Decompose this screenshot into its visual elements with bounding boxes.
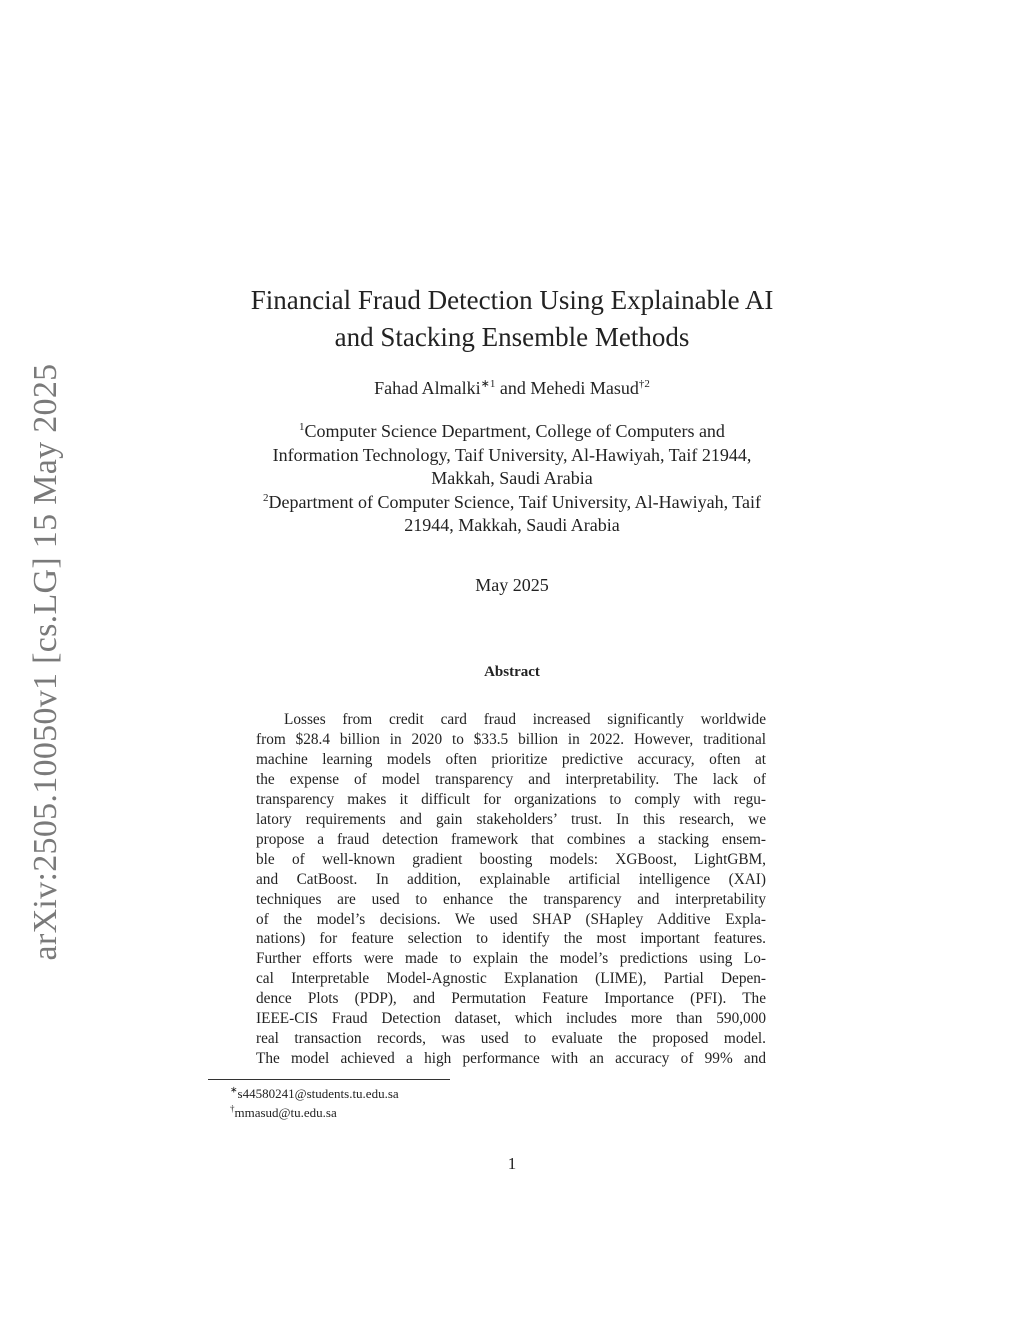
abstract-line: The model achieved a high performance with an accuracy of 99% and — [256, 1050, 766, 1068]
footnote-2-mark: † — [230, 1103, 235, 1114]
page-number: 1 — [507, 1154, 517, 1173]
author-connector: and — [495, 378, 531, 398]
abstract-line: from $28.4 billion in 2020 to $33.5 billion in 2022. However, traditional — [256, 730, 766, 748]
footnote-1-mark: ∗ — [230, 1084, 238, 1095]
abstract-line: and CatBoost. In addition, explainable artificial intelligence (XAI) — [256, 870, 766, 888]
publication-date: May 2025 — [475, 575, 549, 595]
abstract-line: of the model’s decisions. We used SHAP (SHapley Additive Expla- — [256, 910, 766, 928]
abstract-body — [256, 710, 766, 1069]
footnote-2-email: mmasud@tu.edu.sa — [234, 1105, 337, 1120]
affiliation-1-line-1 — [0, 420, 1024, 444]
affiliation-2-text-1: Department of Computer Science, Taif University, Al-Hawiyah, Taif — [268, 491, 761, 512]
affiliation-1-mark: 1 — [299, 421, 305, 433]
abstract-line: real transaction records, was used to evaluate the proposed model. — [256, 1030, 766, 1048]
affiliation-2-line-2: 21944, Makkah, Saudi Arabia — [404, 515, 620, 535]
affiliation-1-text-1: Computer Science Department, College of Computers and — [304, 421, 725, 441]
paper-title — [0, 282, 1024, 356]
abstract-line: ble of well-known gradient boosting models: XGBoost, LightGBM, — [256, 850, 766, 868]
abstract-line: dence Plots (PDP), and Permutation Feature Importance (PFI). The — [256, 990, 766, 1008]
footnote-1 — [230, 1084, 399, 1103]
author-list — [0, 378, 1024, 399]
title-line-1: Financial Fraud Detection Using Explainable AI — [250, 285, 774, 315]
author-1-marks: ∗1 — [480, 378, 496, 390]
abstract-line: machine learning models often prioritize predictive accuracy, often at — [256, 750, 766, 768]
abstract-line: nations) for feature selection to identify the most important features. — [256, 930, 766, 948]
author-2-name: Mehedi Masud — [530, 378, 639, 398]
abstract-line: IEEE-CIS Fraud Detection dataset, which includes more than 590,000 — [256, 1010, 766, 1028]
arxiv-identifier: arXiv:2505.10050v1 [cs.LG] 15 May 2025 — [27, 363, 64, 961]
abstract-heading: Abstract — [484, 664, 540, 680]
affiliation-1-line-3: Makkah, Saudi Arabia — [431, 468, 593, 488]
footnote-2 — [230, 1103, 399, 1122]
footnotes — [230, 1084, 399, 1122]
abstract-line: techniques are used to enhance the transparency and interpretability — [256, 890, 766, 908]
abstract-line: the expense of model transparency and interpretability. The lack of — [256, 770, 766, 788]
abstract-line: Further efforts were made to explain the model’s predictions using Lo- — [256, 950, 766, 968]
title-line-2: and Stacking Ensemble Methods — [334, 322, 690, 352]
affiliation-1-line-2: Information Technology, Taif University, Al-Hawiyah, Taif 21944, — [272, 444, 752, 465]
abstract-line: Losses from credit card fraud increased significantly worldwide — [284, 711, 766, 728]
abstract-line: latory requirements and gain stakeholders’ trust. In this research, we — [256, 810, 766, 828]
author-1-name: Fahad Almalki — [374, 378, 481, 398]
affiliations — [0, 420, 1024, 538]
abstract-line: transparency makes it difficult for organizations to comply with regu- — [256, 790, 766, 808]
footnote-1-email: s44580241@students.tu.edu.sa — [237, 1086, 399, 1101]
affiliation-2-line-1 — [0, 491, 1024, 515]
affiliation-2-mark: 2 — [262, 491, 269, 504]
author-2-marks: †2 — [638, 378, 650, 390]
footnote-divider — [208, 1079, 450, 1080]
abstract-line: cal Interpretable Model-Agnostic Explanation (LIME), Partial Depen- — [256, 970, 766, 988]
abstract-line: propose a fraud detection framework that combines a stacking ensem- — [256, 830, 766, 848]
